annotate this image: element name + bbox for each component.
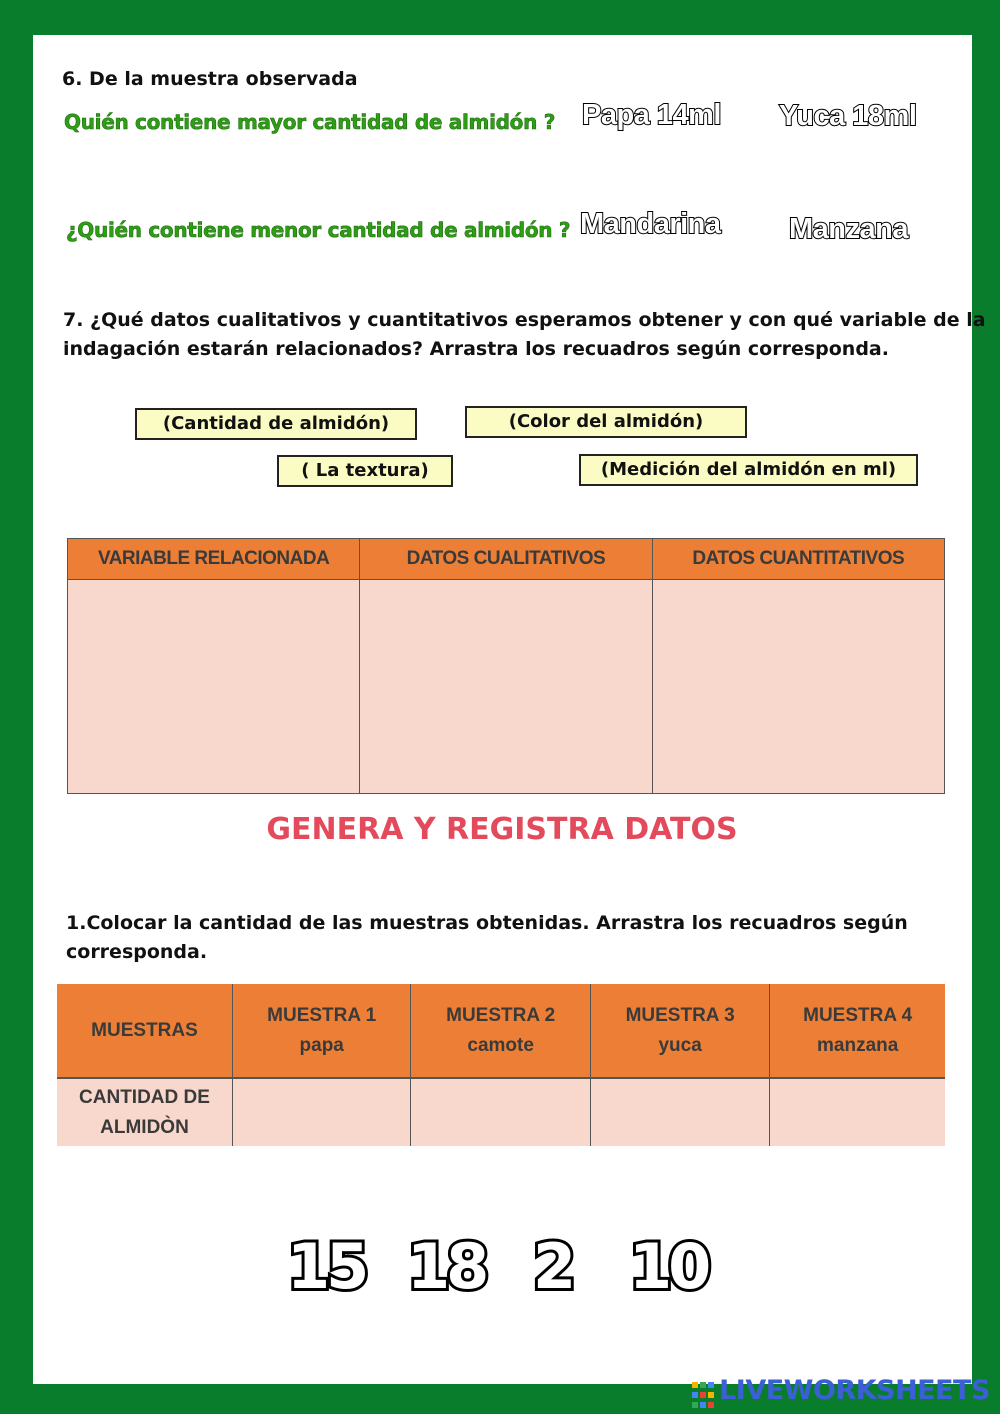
- header-muestra-1: [232, 984, 410, 1078]
- q6-title: 6. De la muestra observada: [62, 68, 358, 90]
- muestra-4-name: manzana: [817, 1034, 899, 1056]
- muestra-4-label: MUESTRA 4: [803, 1004, 913, 1026]
- header-variable: VARIABLE RELACIONADA: [68, 539, 360, 580]
- number-2[interactable]: 2: [533, 1230, 573, 1303]
- drop-cell-cuantitativos[interactable]: [652, 580, 944, 794]
- q6-question-major: Quién contiene mayor cantidad de almidón ?: [64, 110, 556, 134]
- drop-cell-muestra-3[interactable]: [590, 1078, 769, 1146]
- answer-manzana[interactable]: Manzana: [789, 213, 908, 245]
- drag-box-textura[interactable]: ( La textura): [277, 455, 453, 487]
- q7-text-line2: indagación estarán relacionados? Arrastra los recuadros según corresponda.: [63, 338, 889, 360]
- header-muestra-3: [590, 984, 769, 1078]
- row-header-cantidad: [57, 1078, 232, 1146]
- header-muestra-4: [770, 984, 945, 1078]
- section-title: GENERA Y REGISTRA DATOS: [266, 812, 738, 847]
- samples-table: [57, 984, 945, 1146]
- muestra-3-label: MUESTRA 3: [625, 1004, 735, 1026]
- logo-squares-icon: [692, 1382, 714, 1408]
- row-header-line2: ALMIDÒN: [100, 1116, 189, 1138]
- q7-text-line1: 7. ¿Qué datos cualitativos y cuantitativos esperamos obtener y con qué variable de la: [63, 309, 986, 331]
- answer-mandarina[interactable]: Mandarina: [580, 208, 721, 240]
- muestra-1-label: MUESTRA 1: [267, 1004, 377, 1026]
- number-15[interactable]: 15: [287, 1230, 366, 1303]
- drag-box-color[interactable]: (Color del almidón): [465, 406, 747, 438]
- header-cualitativos: DATOS CUALITATIVOS: [360, 539, 652, 580]
- q6-question-minor: ¿Quién contiene menor cantidad de almidón ?: [66, 218, 571, 242]
- drop-cell-muestra-2[interactable]: [411, 1078, 590, 1146]
- liveworksheets-logo: [692, 1375, 990, 1408]
- q1-text-line2: corresponda.: [66, 941, 208, 963]
- header-muestras: MUESTRAS: [57, 984, 232, 1078]
- row-header-line1: CANTIDAD DE: [79, 1086, 210, 1108]
- muestra-3-name: yuca: [658, 1034, 702, 1056]
- number-10[interactable]: 10: [629, 1230, 708, 1303]
- number-18[interactable]: 18: [407, 1230, 486, 1303]
- muestra-2-name: camote: [467, 1034, 534, 1056]
- answer-papa[interactable]: Papa 14ml: [582, 99, 721, 131]
- q1-text-line1: 1.Colocar la cantidad de las muestras obtenidas. Arrastra los recuadros según: [66, 912, 908, 934]
- drop-cell-muestra-1[interactable]: [232, 1078, 410, 1146]
- answer-yuca[interactable]: Yuca 18ml: [779, 100, 917, 132]
- drag-box-cantidad[interactable]: (Cantidad de almidón): [135, 408, 417, 440]
- brand-text: LIVEWORKSHEETS: [719, 1375, 990, 1406]
- variables-table: [67, 538, 945, 794]
- header-muestra-2: [411, 984, 590, 1078]
- drop-cell-cualitativos[interactable]: [360, 580, 652, 794]
- header-cuantitativos: DATOS CUANTITATIVOS: [652, 539, 944, 580]
- drop-cell-variable[interactable]: [68, 580, 360, 794]
- drop-cell-muestra-4[interactable]: [770, 1078, 945, 1146]
- muestra-1-name: papa: [299, 1034, 344, 1056]
- drag-box-medicion[interactable]: (Medición del almidón en ml): [579, 454, 918, 486]
- muestra-2-label: MUESTRA 2: [446, 1004, 556, 1026]
